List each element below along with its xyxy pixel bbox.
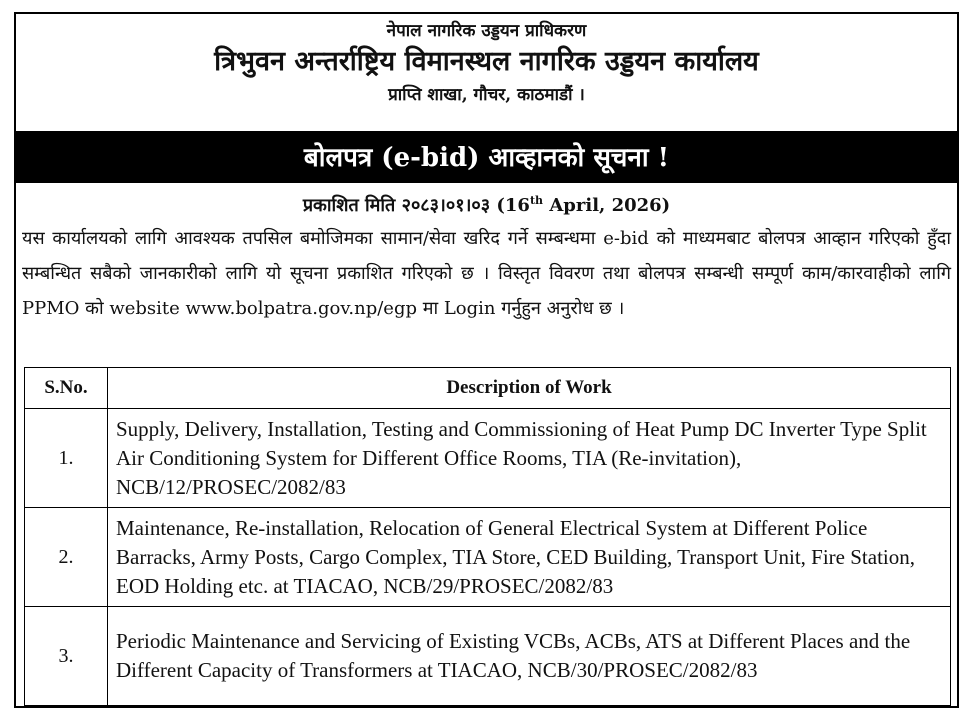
row-description: Periodic Maintenance and Servicing of Existing VCBs, ACBs, ATS at Different Places and the Different Capacity of Transformers at TIACAO, NCB/30/PROSEC/2082/83 xyxy=(108,607,951,706)
table-header-row xyxy=(25,368,951,409)
row-description: Maintenance, Re-installation, Relocation of General Electrical System at Different Police Barracks, Army Posts, Cargo Complex, TIA Store, CED Building, Transport Unit, Fire Station, EOD Holding etc. at TIACAO, NCB/29/PROSEC/2082/83 xyxy=(108,508,951,607)
table-row xyxy=(25,409,951,508)
authority-name: नेपाल नागरिक उड्डयन प्राधिकरण xyxy=(386,21,587,41)
publish-date-english: (16th April, 2026) xyxy=(496,194,671,216)
tender-notice xyxy=(14,12,959,708)
notice-title: बोलपत्र (e-bid) आव्हानको सूचना ! xyxy=(303,143,670,173)
notice-header xyxy=(16,14,957,133)
notice-title-banner xyxy=(16,133,957,183)
office-name: त्रिभुवन अन्तर्राष्ट्रिय विमानस्थल नागरिक उड्डयन कार्यालय xyxy=(214,46,759,77)
notice-body: यस कार्यालयको लागि आवश्यक तपसिल बमोजिमका सामान/सेवा खरिद गर्ने सम्बन्धमा e-bid को माध्यमबाट बोलपत्र आव्हान गरिएको हुँदा सम्बन्धित सबैको जानकारीको लागि यो सूचना प्रकाशित गरिएको छ । विस्तृत विवरण तथा बोलपत्र सम्बन्धी सम्पूर्ण काम/कारवाहीको लागि PPMO को website www.bolpatra.gov.np/egp मा Login गर्नुहुन अनुरोध छ । xyxy=(22,228,951,319)
publish-date-line xyxy=(16,186,957,221)
table-row xyxy=(25,508,951,607)
row-serial: 3. xyxy=(25,607,108,706)
row-description: Supply, Delivery, Installation, Testing and Commissioning of Heat Pump DC Inverter Type Split Air Conditioning System for Different Office Rooms, TIA (Re-invitation), NCB/12/PROSEC/2082/83 xyxy=(108,409,951,508)
work-table xyxy=(24,367,951,706)
sn-column-header: S.No. xyxy=(25,368,108,409)
branch-address: प्राप्ति शाखा, गौचर, काठमाडौं । xyxy=(388,85,585,105)
description-column-header: Description of Work xyxy=(108,368,951,409)
table-row xyxy=(25,607,951,706)
publish-date-label: प्रकाशित मिति २०८३।०१।०३ xyxy=(302,195,491,216)
row-serial: 1. xyxy=(25,409,108,508)
row-serial: 2. xyxy=(25,508,108,607)
